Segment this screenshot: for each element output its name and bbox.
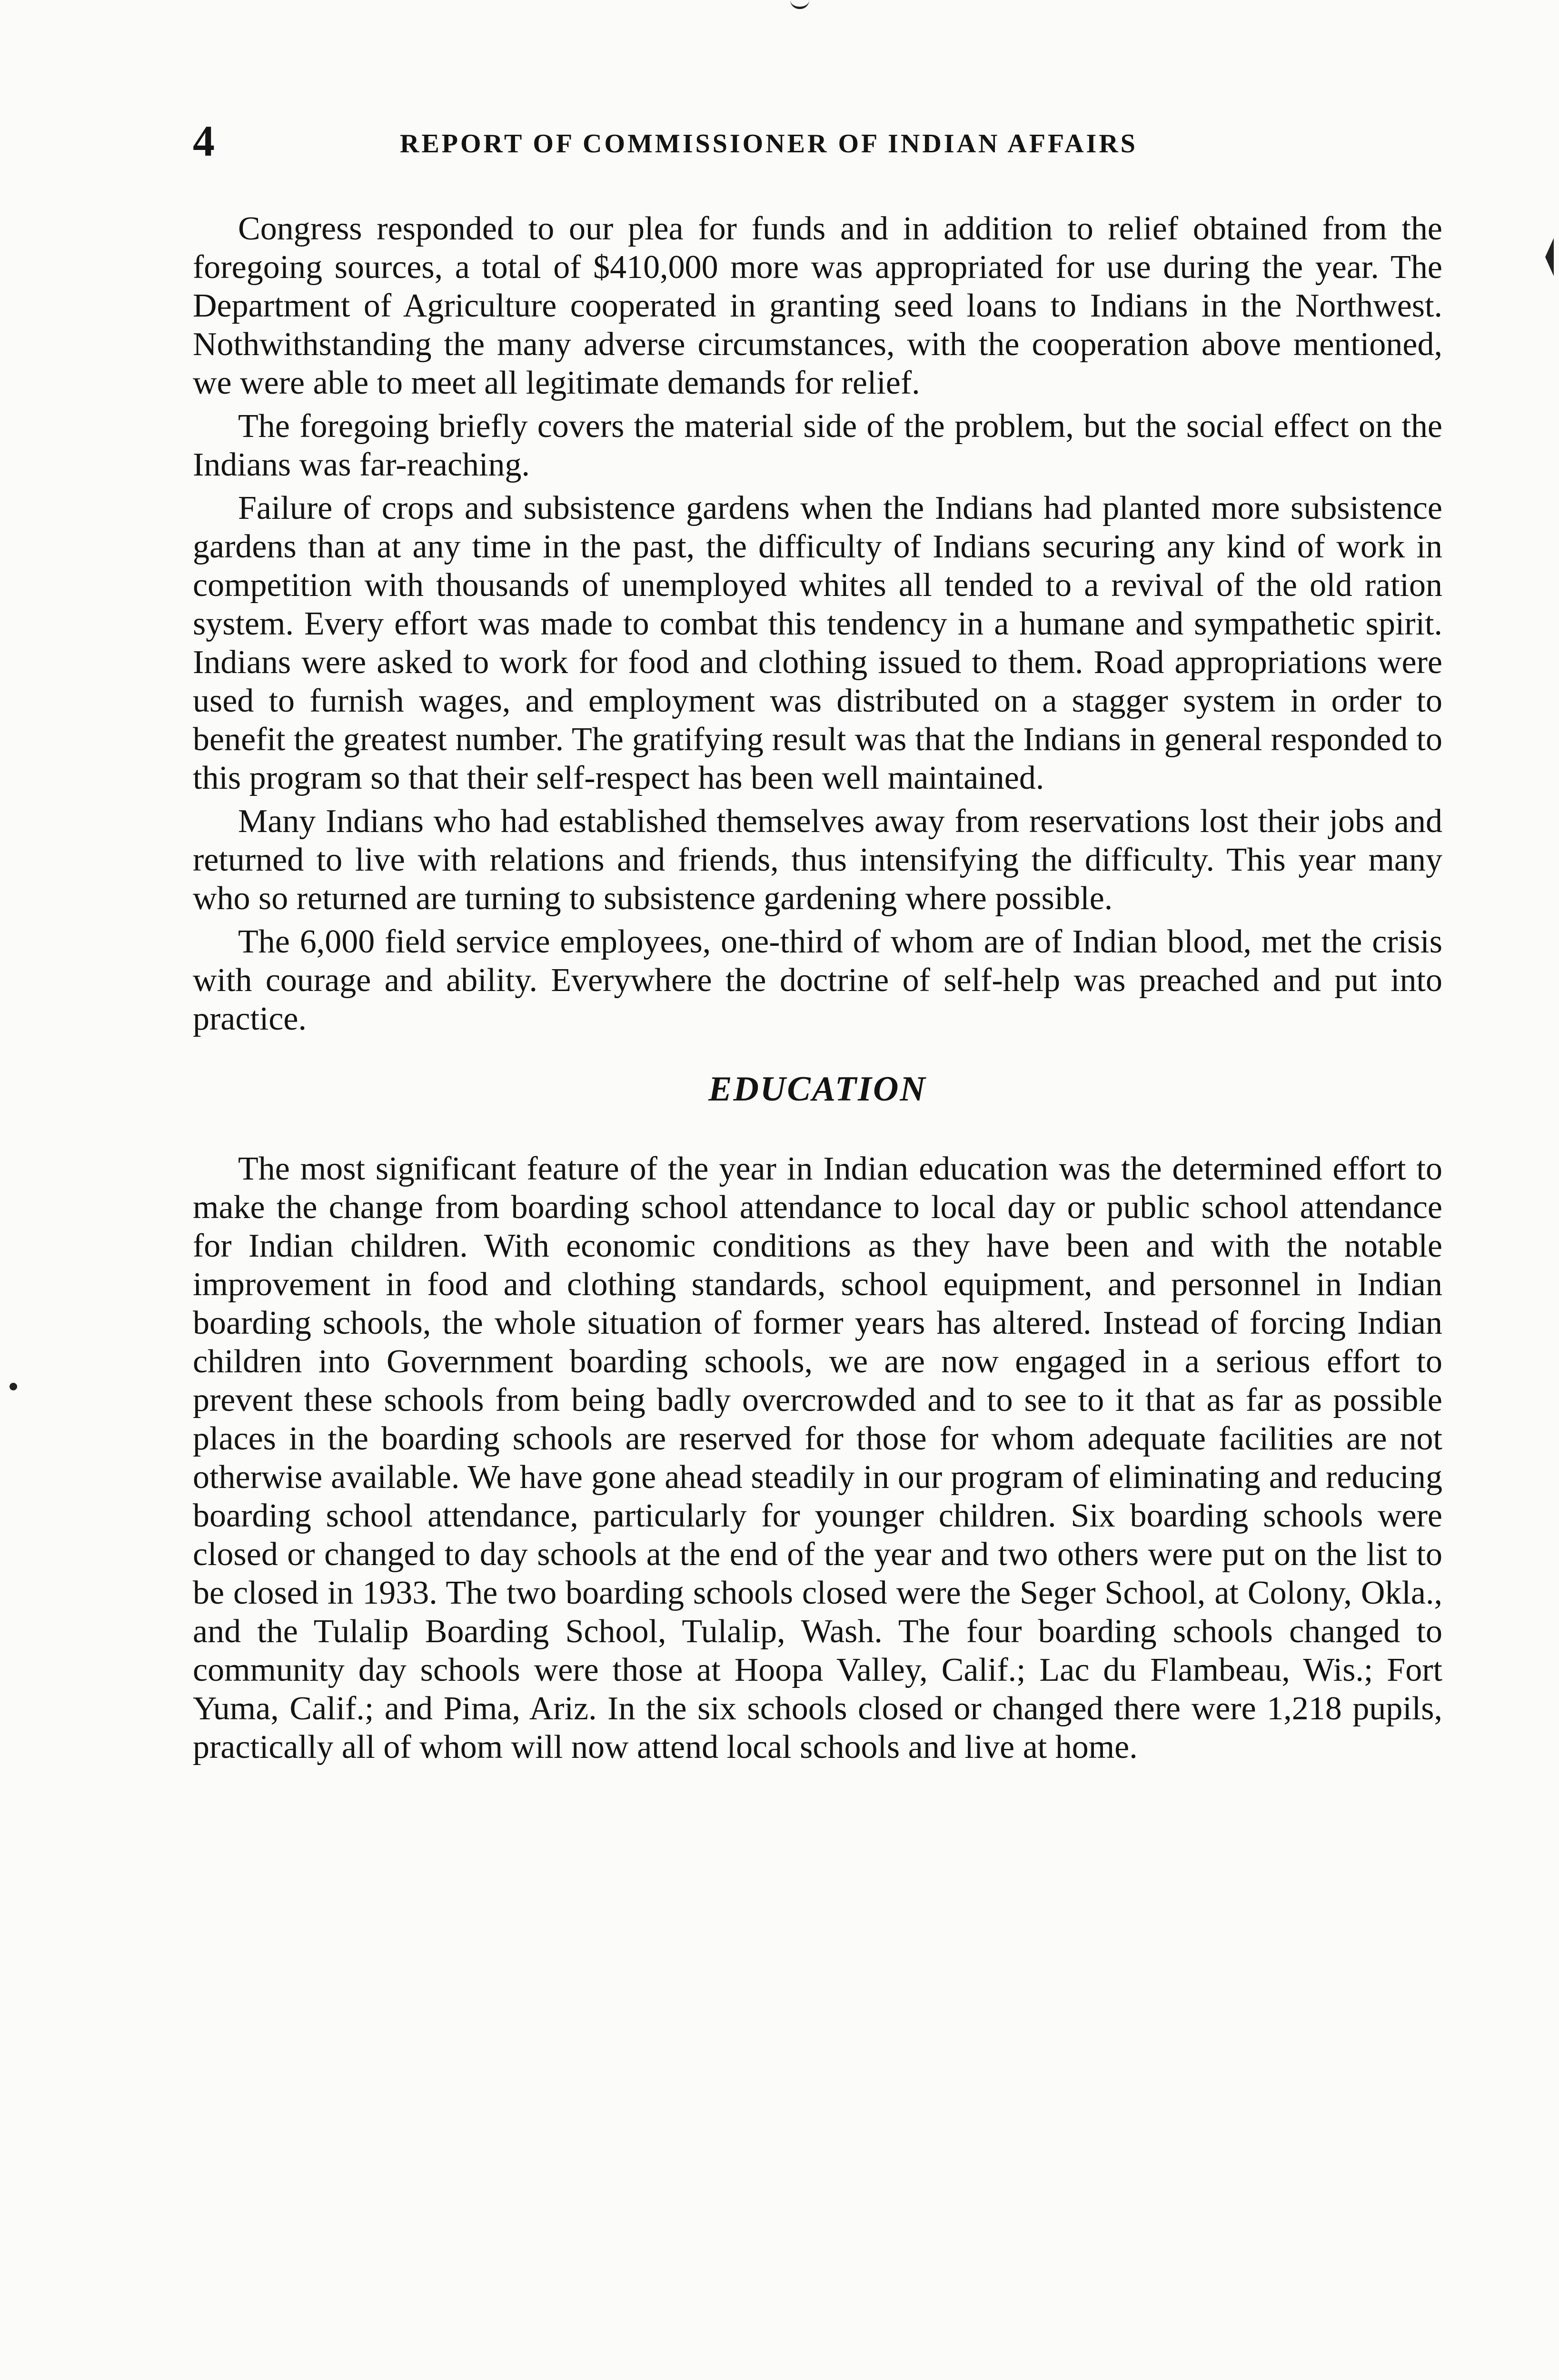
running-head: REPORT OF COMMISSIONER OF INDIAN AFFAIRS [400,129,1138,159]
scan-artifact-dot [10,1383,17,1390]
paragraph-education: The most significant feature of the year in Indian education was the determined effort to make the change from boarding school attendance to local day or public school attendance for Indian children. With economic conditions as they have been and with the notable improvement in food and clothing standards, school equipment, and personnel in Indian boarding schools, the whole situation of former years has altered. Instead of forcing Indian children into Government boarding schools, we are now engaged in a serious effort to prevent these schools from being badly overcrowded and to see to it that as far as possible places in the boarding schools are reserved for those for whom adequate facilities are not otherwise available. We have gone ahead steadily in our program of eliminating and reducing boarding school attendance, particularly for younger children. Six boarding schools were closed or changed to day schools at the end of the year and two others were put on the list to be closed in 1933. The two boarding schools closed were the Seger School, at Colony, Okla., and the Tulalip Boarding School, Tulalip, Wash. The four boarding schools changed to community day schools were those at Hoopa Valley, Calif.; Lac du Flambeau, Wis.; Fort Yuma, Calif.; and Pima, Ariz. In the six schools closed or changed there were 1,218 pupils, practically all of whom will now attend local schools and live at home. [193,1150,1442,1765]
section-heading-education: EDUCATION [708,1070,927,1109]
scan-artifact-top [790,0,809,9]
body-text [193,209,1442,1766]
page-header [193,119,1442,176]
scan-artifact-edge [1545,238,1554,276]
paragraph-returning-indians: Many Indians who had established themselves away from reservations lost their jobs and returned to live with relations and friends, thus intensifying the difficulty. This year many who so returned are turning to subsistence gardening where possible. [193,803,1442,917]
page-number: 4 [193,117,215,165]
paragraph-social-effect: The foregoing briefly covers the material side of the problem, but the social effect on the Indians was far-reaching. [193,408,1442,483]
paragraph-field-service: The 6,000 field service employees, one-third of whom are of Indian blood, met the crisis with courage and ability. Everywhere the doctrine of self-help was preached and put into practice. [193,923,1442,1037]
paragraph-ration-system: Failure of crops and subsistence gardens when the Indians had planted more subsistence gardens than at any time in the past, the difficulty of Indians securing any kind of work in competition with thousands of unemployed whites all tended to a revival of the old ration system. Every effort was made to combat this tendency in a humane and sympathetic spirit. Indians were asked to work for food and clothing issued to them. Road appropriations were used to furnish wages, and employment was distributed on a stagger system in order to benefit the greatest number. The gratifying result was that the Indians in general responded to this program so that their self-respect has been well maintained. [193,490,1442,796]
paragraph-relief-funds: Congress responded to our plea for funds and in addition to relief obtained from the foregoing sources, a total of $410,000 more was appropriated for use during the year. The Department of Agriculture cooperated in granting seed loans to Indians in the Northwest. Nothwithstanding the many adverse circumstances, with the cooperation above mentioned, we were able to meet all legitimate demands for relief. [193,210,1442,401]
